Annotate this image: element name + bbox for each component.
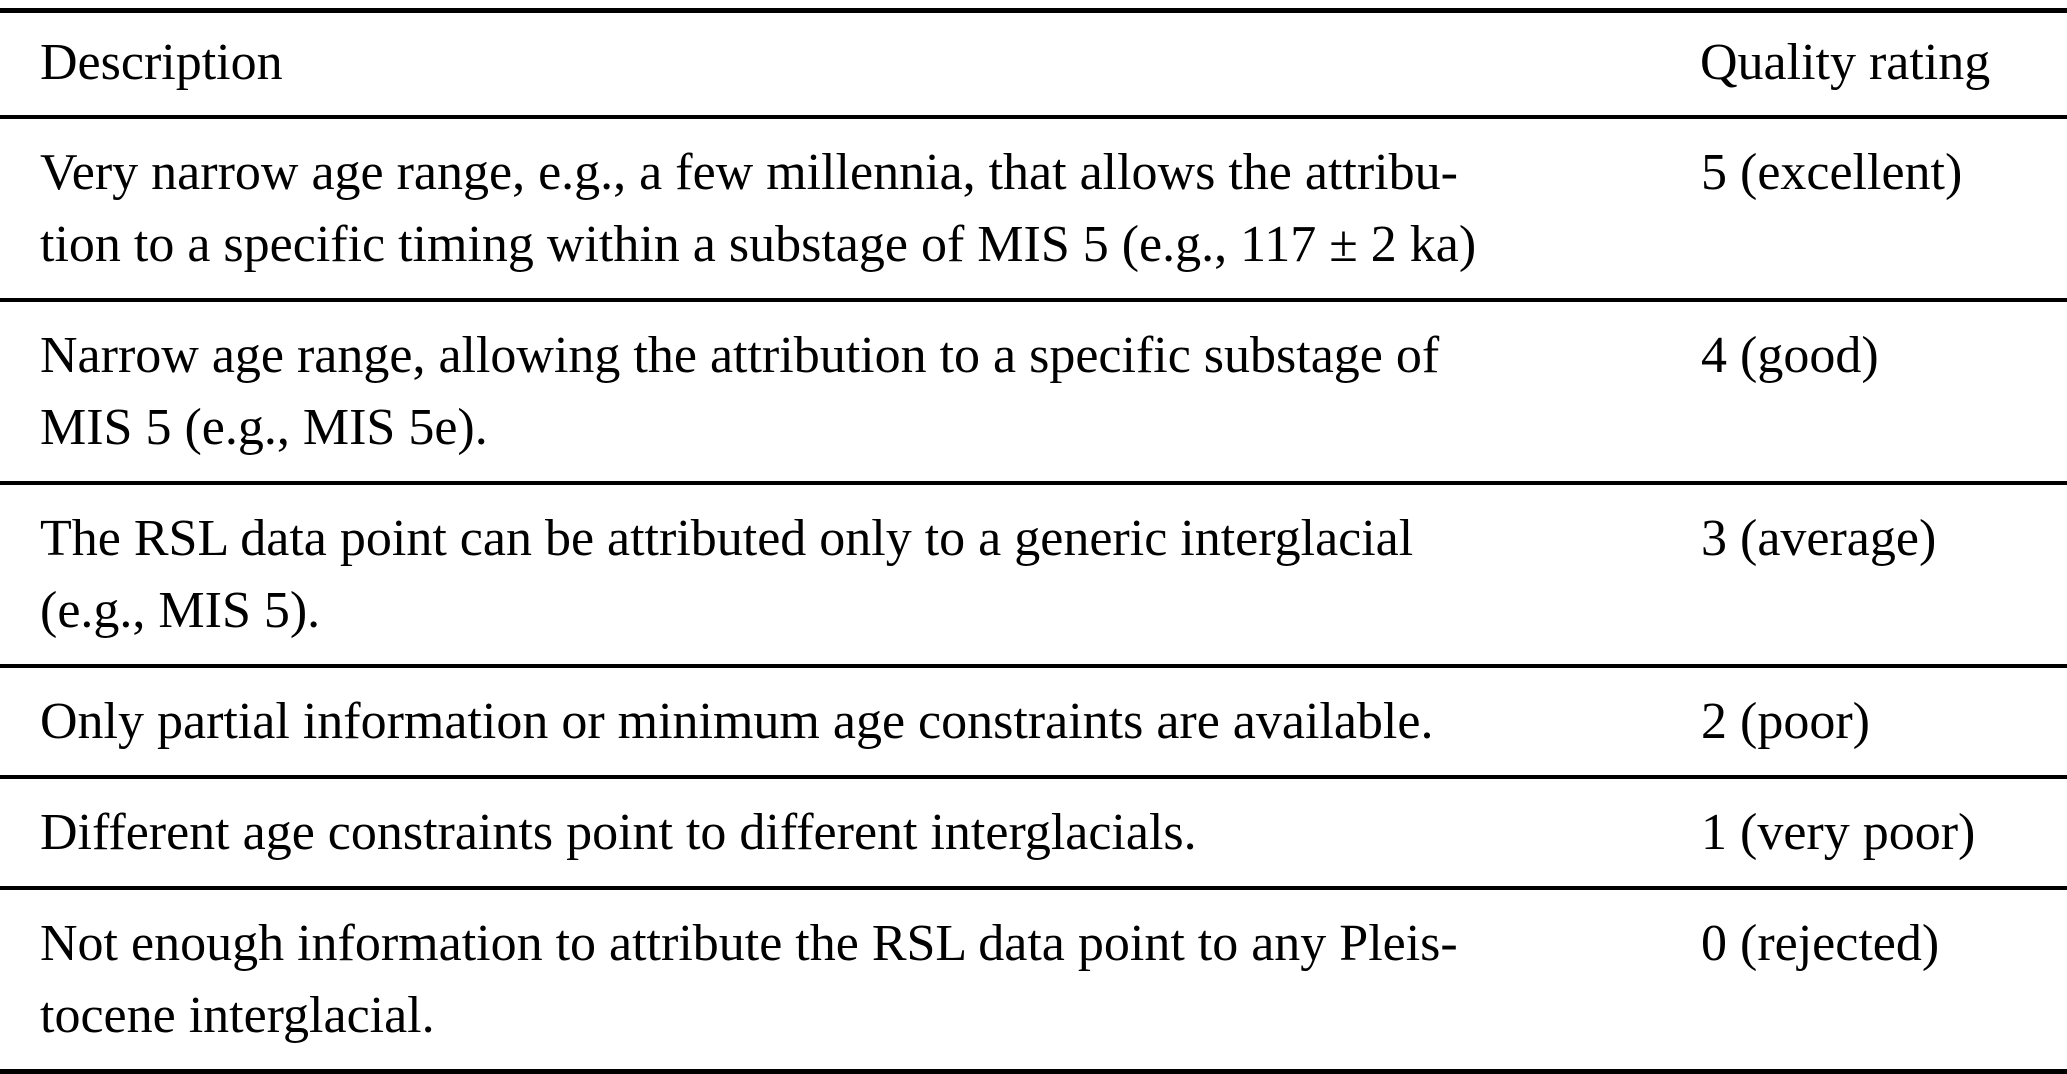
description-cell xyxy=(0,888,1700,1072)
rating-cell: 5 (excellent) xyxy=(1700,117,2067,300)
table-row xyxy=(0,300,2067,483)
description-line: The RSL data point can be attributed only to a generic interglacial xyxy=(40,510,1414,567)
table-row xyxy=(0,777,2067,888)
rating-cell: 4 (good) xyxy=(1700,300,2067,483)
description-cell xyxy=(0,300,1700,483)
description-line: Different age constraints point to different interglacials. xyxy=(40,804,1197,861)
quality-rating-column-header: Quality rating xyxy=(1700,11,2067,118)
rating-cell: 3 (average) xyxy=(1700,483,2067,666)
description-cell xyxy=(0,666,1700,777)
description-cell xyxy=(0,777,1700,888)
description-cell xyxy=(0,117,1700,300)
quality-rating-table xyxy=(0,8,2067,1074)
rating-cell: 0 (rejected) xyxy=(1700,888,2067,1072)
table-body xyxy=(0,117,2067,1072)
table-row xyxy=(0,483,2067,666)
description-line: Very narrow age range, e.g., a few millennia, that allows the attribu- xyxy=(40,144,1458,201)
description-line: tocene interglacial. xyxy=(40,987,435,1044)
description-line: (e.g., MIS 5). xyxy=(40,582,321,639)
description-line: Not enough information to attribute the RSL data point to any Pleis- xyxy=(40,915,1458,972)
description-line: Only partial information or minimum age constraints are available. xyxy=(40,693,1434,750)
description-cell xyxy=(0,483,1700,666)
table-row xyxy=(0,117,2067,300)
description-line: Narrow age range, allowing the attribution to a specific substage of xyxy=(40,327,1440,384)
table-row xyxy=(0,666,2067,777)
header-row xyxy=(0,11,2067,118)
description-line: tion to a specific timing within a substage of MIS 5 (e.g., 117 ± 2 ka) xyxy=(40,216,1477,273)
table-header xyxy=(0,11,2067,118)
rating-cell: 1 (very poor) xyxy=(1700,777,2067,888)
rating-cell: 2 (poor) xyxy=(1700,666,2067,777)
description-column-header: Description xyxy=(0,11,1700,118)
description-line: MIS 5 (e.g., MIS 5e). xyxy=(40,399,488,456)
table-row xyxy=(0,888,2067,1072)
